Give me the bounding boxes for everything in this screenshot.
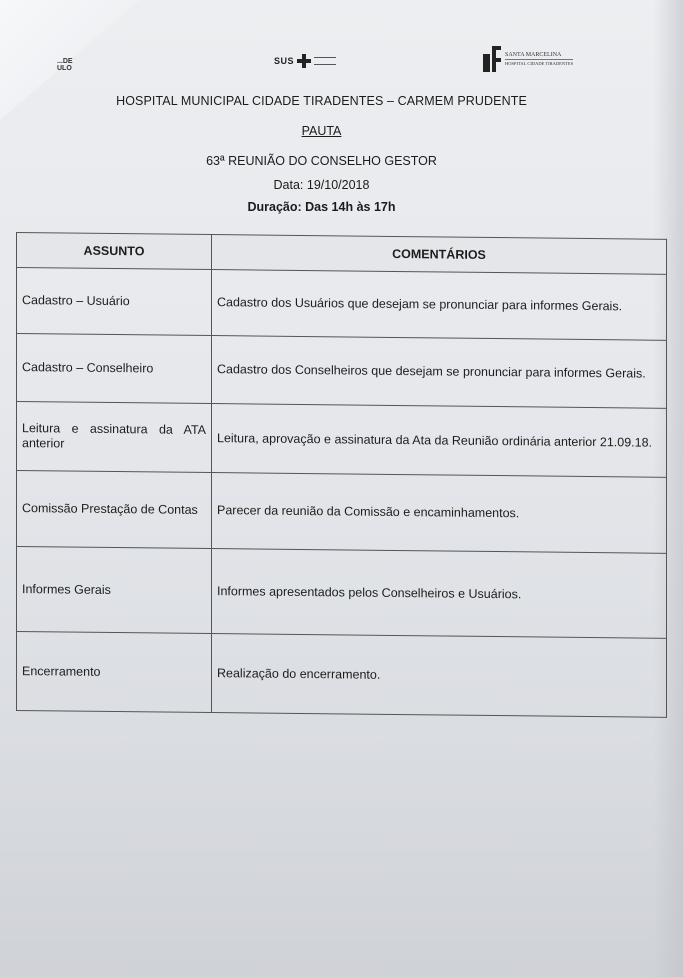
table-row: [17, 632, 667, 718]
prefeitura-logo: [57, 58, 73, 72]
comentario-cell: Leitura, aprovação e assinatura da Ata da Reunião ordinária anterior 21.09.18.: [212, 404, 667, 478]
table-row: [17, 402, 667, 478]
comentario-cell: Parecer da reunião da Comissão e encaminhamentos.: [212, 473, 667, 554]
assunto-cell: Encerramento: [17, 632, 212, 713]
meeting-title: 63ª REUNIÃO DO CONSELHO GESTOR: [206, 154, 437, 168]
prefeitura-logo-text: ...DE ULO: [57, 58, 73, 72]
assunto-cell: Cadastro – Conselheiro: [17, 334, 212, 404]
sus-logo: [274, 54, 336, 68]
santa-marcelina-logo: [483, 46, 573, 72]
sus-cross-icon: [297, 54, 311, 68]
santa-marcelina-mark-icon: [483, 46, 501, 72]
comentario-cell: Informes apresentados pelos Conselheiros e Usuários.: [212, 549, 667, 639]
assunto-cell: Informes Gerais: [17, 547, 212, 634]
meeting-duration: Duração: Das 14h às 17h: [247, 200, 396, 214]
assunto-cell: Cadastro – Usuário: [17, 268, 212, 336]
agenda-table: [16, 232, 667, 718]
comentario-cell: Cadastro dos Usuários que desejam se pronunciar para informes Gerais.: [212, 270, 667, 341]
santa-marcelina-name: SANTA MARCELINA: [505, 51, 573, 60]
hospital-title: HOSPITAL MUNICIPAL CIDADE TIRADENTES – CARMEM PRUDENTE: [116, 94, 527, 108]
assunto-cell: Leitura e assinatura da ATA anterior: [17, 402, 212, 473]
table-row: [17, 471, 667, 554]
sus-logo-text: SUS: [274, 56, 295, 66]
column-header-comentarios: COMENTÁRIOS: [212, 235, 667, 275]
table-row: [17, 547, 667, 639]
comentario-cell: Realização do encerramento.: [212, 634, 667, 718]
pauta-title: PAUTA: [301, 124, 342, 138]
table-row: [17, 334, 667, 409]
santa-marcelina-subtitle: HOSPITAL CIDADE TIRADENTES: [505, 60, 574, 66]
meeting-date: Data: 19/10/2018: [273, 178, 370, 192]
column-header-assunto: ASSUNTO: [17, 233, 212, 270]
comentario-cell: Cadastro dos Conselheiros que desejam se pronunciar para informes Gerais.: [212, 336, 667, 409]
sus-lines-icon: [314, 57, 336, 65]
table-row: [17, 268, 667, 341]
assunto-cell: Comissão Prestação de Contas: [17, 471, 212, 549]
